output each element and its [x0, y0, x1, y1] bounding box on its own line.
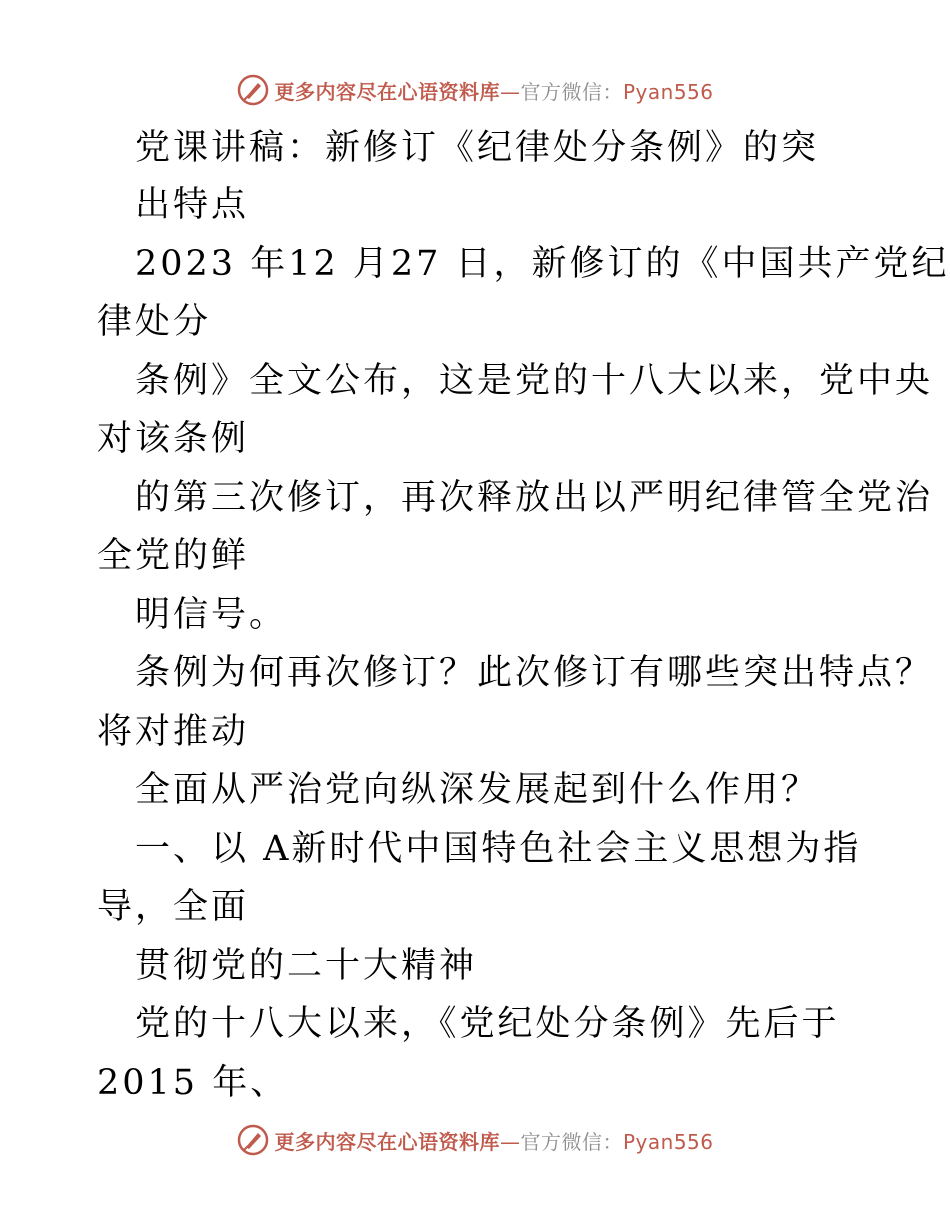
text-line: 党的十八大以来，《党纪处分条例》先后于 — [135, 1004, 840, 1044]
watermark-contact-label: 官方微信： — [520, 1129, 623, 1154]
text-line: 全党的鲜 — [97, 536, 250, 576]
watermark-contact-label: 官方微信： — [520, 79, 623, 104]
text-line: 党课讲稿：新修订《纪律处分条例》的突 — [135, 128, 820, 168]
footer-watermark — [0, 1120, 950, 1160]
watermark-text — [274, 1126, 713, 1155]
watermark-brand: 更多内容尽在心语资料库 — [274, 1129, 500, 1154]
text-line: 导，全面 — [97, 887, 250, 927]
watermark-brand: 更多内容尽在心语资料库 — [274, 79, 500, 104]
text-line: 全面从严治党向纵深发展起到什么作用？ — [135, 770, 820, 810]
watermark-contact-id: Pyan556 — [622, 1129, 714, 1154]
text-line: 条例为何再次修订？此次修订有哪些突出特点？ — [135, 653, 934, 693]
text-line: 贯彻党的二十大精神 — [135, 946, 478, 986]
quill-logo-icon — [236, 1123, 270, 1157]
text-line: 2015 年、 — [97, 1063, 289, 1103]
text-line: 出特点 — [135, 185, 250, 225]
text-line: 条例》全文公布，这是党的十八大以来，党中央 — [135, 361, 934, 401]
text-line: 将对推动 — [97, 712, 250, 752]
text-line: 的第三次修订，再次释放出以严明纪律管全党治 — [135, 478, 934, 518]
text-line: 2023 年12 月27 日，新修订的《中国共产党纪 — [135, 244, 950, 284]
text-line: 对该条例 — [97, 419, 250, 459]
text-line: 律处分 — [97, 302, 212, 342]
watermark-contact-id: Pyan556 — [622, 79, 714, 104]
text-line: 明信号。 — [135, 595, 288, 635]
watermark-separator: — — [499, 1129, 521, 1154]
watermark-separator: — — [499, 79, 521, 104]
text-line: 一、以 A新时代中国特色社会主义思想为指 — [135, 829, 862, 869]
